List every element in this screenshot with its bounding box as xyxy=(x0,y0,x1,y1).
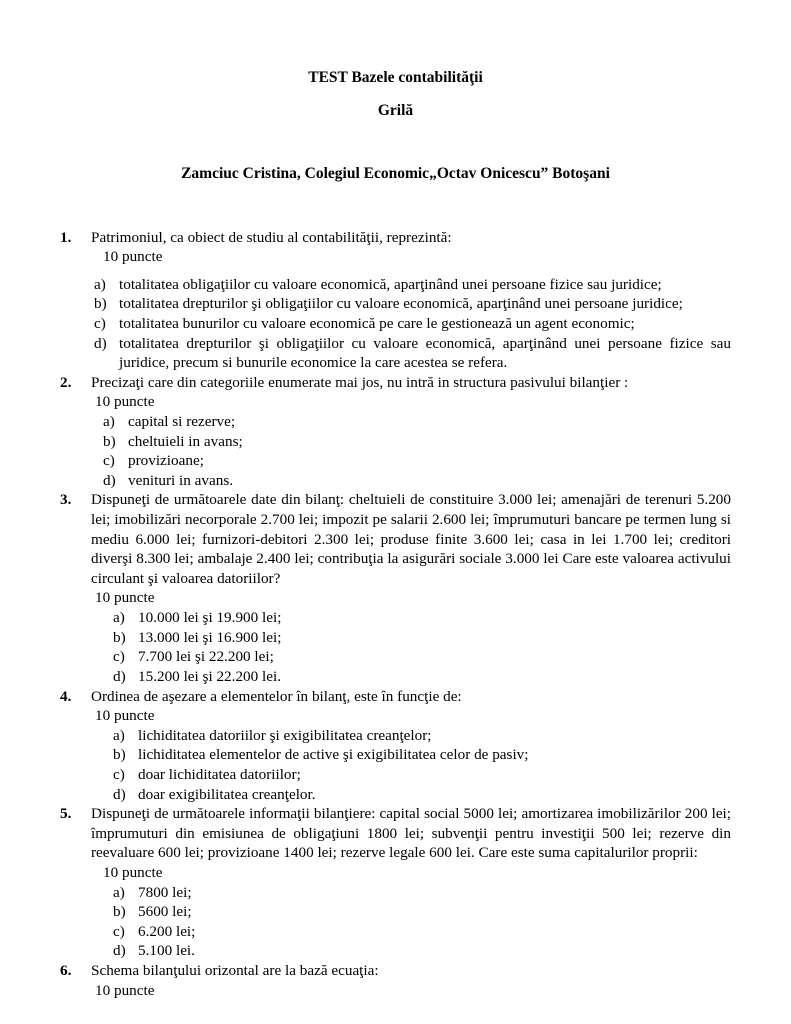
option-label: c) xyxy=(103,452,115,470)
option-item[interactable] xyxy=(60,647,731,667)
option-label: b) xyxy=(113,628,126,646)
question-stem-text: Patrimoniul, ca obiect de studiu al contabilităţii, reprezintă: xyxy=(91,228,452,246)
option-label: d) xyxy=(94,334,107,352)
option-label: c) xyxy=(94,314,106,332)
option-label: b) xyxy=(103,432,116,450)
option-text: cheltuieli in avans; xyxy=(128,432,243,450)
question-stem-text: Dispuneţi de următoarele informaţii bilanţiere: capital social 5000 lei; amortizarea imobilizărilor 200 lei; împrumuturi din emisiunea de obligaţiuni 1800 lei; subvenţii pentru investiţii 500 lei; rezerve din reevaluare 600 lei; provizioane 1400 lei; rezerve legale 600 lei. Care este suma capitalurilor proprii: xyxy=(91,805,731,862)
option-label: a) xyxy=(113,726,125,744)
option-item[interactable] xyxy=(60,922,731,942)
option-list xyxy=(60,883,731,961)
option-item[interactable] xyxy=(60,471,731,491)
option-item[interactable] xyxy=(60,785,731,805)
question-stem xyxy=(60,961,731,981)
option-label: d) xyxy=(113,667,126,685)
option-item[interactable] xyxy=(60,294,731,314)
option-list xyxy=(60,275,731,373)
option-item[interactable] xyxy=(60,883,731,903)
question-stem xyxy=(60,490,731,588)
option-text: venituri in avans. xyxy=(128,471,234,489)
option-item[interactable] xyxy=(60,745,731,765)
document-subtitle: Grilă xyxy=(377,101,414,119)
option-list xyxy=(60,412,731,490)
question-number: 4. xyxy=(60,687,72,705)
option-item[interactable] xyxy=(60,628,731,648)
option-label: a) xyxy=(94,275,106,293)
option-text: 5.100 lei. xyxy=(138,942,195,960)
option-text: lichiditatea elementelor de active şi exigibilitatea celor de pasiv; xyxy=(138,746,529,764)
question-item xyxy=(60,228,731,373)
option-text: 7800 lei; xyxy=(138,883,192,901)
question-points: 10 puncte xyxy=(103,248,163,266)
question-points: 10 puncte xyxy=(95,981,155,999)
question-item xyxy=(60,687,731,805)
option-item[interactable] xyxy=(60,765,731,785)
option-text: 10.000 lei şi 19.900 lei; xyxy=(138,609,282,627)
option-item[interactable] xyxy=(60,608,731,628)
option-item[interactable] xyxy=(60,451,731,471)
question-points: 10 puncte xyxy=(95,589,155,607)
option-text: lichiditatea datoriilor şi exigibilitatea creanţelor; xyxy=(138,726,432,744)
option-label: c) xyxy=(113,922,125,940)
option-item[interactable] xyxy=(60,334,731,373)
question-stem-text: Dispuneţi de următoarele date din bilanţ: cheltuieli de constituire 3.000 lei; amenajări de terenuri 5.200 lei; imobilizări necorporale 2.700 lei; impozit pe salarii 2.600 lei; împrumuturi bancare pe termen lung si mediu 6.000 lei; furnizori-debitori 2.300 lei; produse finite 3.600 lei; casa in lei 1.700 lei; creditori diverşi 8.300 lei; ambalaje 2.400 lei; contribuţia la asigurări sociale 3.000 lei Care este valoarea activului circulant şi valoarea datoriilor? xyxy=(91,491,731,587)
question-item xyxy=(60,961,731,1000)
option-item[interactable] xyxy=(60,412,731,432)
question-number: 2. xyxy=(60,373,72,391)
question-stem xyxy=(60,804,731,863)
option-text: 13.000 lei şi 16.900 lei; xyxy=(138,628,282,646)
question-stem xyxy=(60,373,731,393)
option-text: doar lichiditatea datoriilor; xyxy=(138,765,301,783)
option-text: doar exigibilitatea creanţelor. xyxy=(138,785,316,803)
option-text: totalitatea bunurilor cu valoare economică pe care le gestionează un agent economic; xyxy=(119,314,635,332)
option-text: provizioane; xyxy=(128,452,204,470)
option-item[interactable] xyxy=(60,902,731,922)
option-list xyxy=(60,726,731,804)
question-item xyxy=(60,490,731,686)
question-list xyxy=(60,228,731,1001)
option-item[interactable] xyxy=(60,941,731,961)
option-text: 6.200 lei; xyxy=(138,922,196,940)
question-stem-text: Precizaţi care din categoriile enumerate mai jos, nu intră in structura pasivului bilanţier : xyxy=(91,373,629,391)
question-stem xyxy=(60,687,731,707)
option-text: 5600 lei; xyxy=(138,903,192,921)
document-author: Zamciuc Cristina, Colegiul Economic„Octav Onicescu” Botoşani xyxy=(181,165,610,182)
option-label: a) xyxy=(113,609,125,627)
option-text: 7.700 lei şi 22.200 lei; xyxy=(138,648,274,666)
question-points: 10 puncte xyxy=(95,393,155,411)
question-stem xyxy=(60,228,731,248)
option-label: c) xyxy=(113,765,125,783)
question-item xyxy=(60,373,731,491)
question-points: 10 puncte xyxy=(95,707,155,725)
option-label: d) xyxy=(113,942,126,960)
option-text: totalitatea drepturilor şi obligaţiilor cu valoare economică, aparţinând unei persoane fizice sau juridice, precum si bunurile economice la care acestea se refera. xyxy=(119,334,731,372)
option-label: a) xyxy=(103,412,115,430)
option-label: a) xyxy=(113,883,125,901)
option-item[interactable] xyxy=(60,432,731,452)
option-list xyxy=(60,608,731,686)
question-number: 1. xyxy=(60,228,72,246)
option-text: totalitatea obligaţiilor cu valoare economică, aparţinând unei persoane fizice sau juridice; xyxy=(119,275,662,293)
option-text: 15.200 lei şi 22.200 lei. xyxy=(138,667,282,685)
option-label: c) xyxy=(113,648,125,666)
question-number: 5. xyxy=(60,805,72,823)
option-label: b) xyxy=(113,903,126,921)
page-title: TEST Bazele contabilităţii xyxy=(308,69,483,86)
option-label: b) xyxy=(94,295,107,313)
option-item[interactable] xyxy=(60,275,731,295)
option-label: d) xyxy=(113,785,126,803)
option-label: b) xyxy=(113,746,126,764)
option-item[interactable] xyxy=(60,667,731,687)
question-stem-text: Schema bilanţului orizontal are la bază ecuaţia: xyxy=(91,962,379,980)
document-header xyxy=(60,70,731,182)
question-number: 3. xyxy=(60,491,72,509)
question-number: 6. xyxy=(60,962,72,980)
option-label: d) xyxy=(103,471,116,489)
option-text: totalitatea drepturilor şi obligaţiilor cu valoare economică, aparţinând unei persoane juridice; xyxy=(119,295,683,313)
question-points: 10 puncte xyxy=(103,864,163,881)
question-item xyxy=(60,804,731,961)
option-item[interactable] xyxy=(60,314,731,334)
option-item[interactable] xyxy=(60,726,731,746)
option-text: capital si rezerve; xyxy=(128,412,236,430)
question-stem-text: Ordinea de aşezare a elementelor în bilanţ, este în funcţie de: xyxy=(91,687,462,705)
